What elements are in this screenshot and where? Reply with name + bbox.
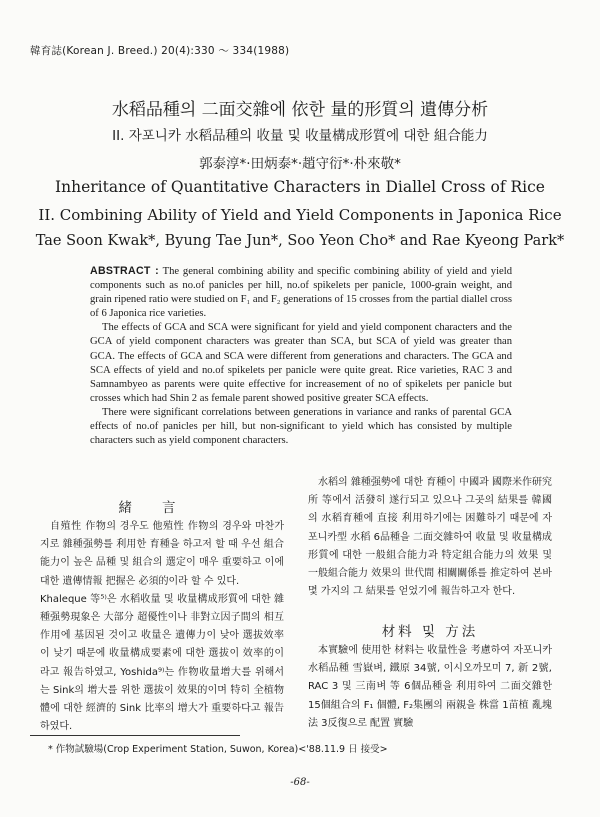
authors-korean: 郭泰淳*·田炳泰*·趙守衍*·朴來敬* xyxy=(199,156,401,172)
page-number: -68- xyxy=(290,777,310,788)
abstract-paragraph-2: The effects of GCA and SCA were significant for yield and yield component characters and the GCA of yield component characters was greater than SCA, but SCA of yield was greater than GCA. The effects of GCA and SCA were different from generations and characters. The GCA and SCA effects of yield and no.of spikelets per panicle were quite great. Rice varieties, RAC 3 and Samnambyeo as parents were quite effective for increasement of no of spikelets per panicle but crosses which had Shin 2 as female parent showed positive greater SCA effects. xyxy=(90,322,512,404)
journal-citation: 韓育誌(Korean J. Breed.) 20(4):330 ～ 334(1988) xyxy=(30,45,290,57)
abstract-label: ABSTRACT : xyxy=(90,265,159,277)
section-heading-introduction: 緒言 xyxy=(118,500,206,516)
abstract-paragraph-3: There were significant correlations between generations in variance and ranks of parental GCA effects of no.of panicles per hill, but non-significant to yield which has consisted by multiple characters such as yield component characters. xyxy=(90,406,512,447)
title-english: Inheritance of Quantitative Characters in Diallel Cross of Rice xyxy=(55,178,545,196)
footnote-affiliation: * 作物試驗場(Crop Experiment Station, Suwon, Korea)<'88.11.9 日 接受> xyxy=(48,744,388,755)
subtitle-korean: II. 자포니카 水稻品種의 收量 및 收量構成形質에 대한 組合能力 xyxy=(112,128,488,144)
intro-paragraph-2: Khaleque 等⁵⁾은 水稻收量 및 收量構成形質에 대한 雜種强勢現象은 大部分 超優性이나 非對立因子間의 相互作用에 基因된 것이고 收量은 遺傳力이 낮아 選拔效率이 낮기 때문에 收量構成要素에 대한 選拔이 效率的이라고 報告하였고, Yoshida⁹⁾는 作物收量增大를 위해서는 Sink의 增大를 위한 選拔이 效果的이며 特히 全植物體에 대한 經濟的 Sink 比率의 增大가 重要하다고 報告하였다. xyxy=(40,593,284,733)
right-column-top xyxy=(308,474,552,601)
footnote-divider xyxy=(30,735,240,736)
abstract-paragraph-1: ABSTRACT : The general combining ability and specific combining ability of yield and yield components such as no.of panicles per hill, no.of spikelets per panicle, 1000-grain weight, and grain ripened ratio were studied on F₁ and F₂ generations of 15 crosses from the partial diallel cross of 6 Japonica rice varieties. xyxy=(90,265,512,320)
intro-paragraph-1: 自殖性 作物의 경우도 他殖性 作物의 경우와 마찬가지로 雜種强勢를 利用한 育種을 하고저 할 때 우선 組合能力이 높은 品種 및 組合의 選定이 매우 重要하고 이에 대한 遺傳情報 把握은 必須的이라 할 수 있다. xyxy=(40,521,284,587)
section-heading-materials-methods: 材料 및 方法 xyxy=(381,624,479,640)
intro-paragraph-3: 水稻의 雜種强勢에 대한 育種이 中國과 國際米作研究所 等에서 活發히 遂行되고 있으나 그곳의 結果를 韓國의 水稻育種에 直接 利用하기에는 困難하기 때문에 자포니카型 水稻 6品種을 二面交雜하여 收量 및 收量構成形質에 대한 一般組合能力과 特定組合能力의 效果 및 一般組合能力 效果의 世代間 相關關係를 推定하여 본바 몇 가지의 그 結果를 얻었기에 報告하고자 한다. xyxy=(308,477,552,598)
authors-english: Tae Soon Kwak*, Byung Tae Jun*, Soo Yeon Cho* and Rae Kyeong Park* xyxy=(35,233,565,249)
right-column-bottom xyxy=(308,642,552,733)
left-column xyxy=(40,518,284,736)
title-korean: 水稻品種의 二面交雜에 依한 量的形質의 遺傳分析 xyxy=(111,100,489,120)
abstract xyxy=(90,264,512,448)
subtitle-english: II. Combining Ability of Yield and Yield Components in Japonica Rice xyxy=(38,206,562,224)
methods-paragraph-1: 本實驗에 使用한 材料는 收量性을 考慮하여 자포니카 水稻品種 雪嶽벼, 鐵原 34號, 이시오까모미 7, 新 2號, RAC 3 및 三南벼 等 6個品種을 利用하여 二面交雜한 15個組合의 F₁ 個體, F₂集團의 兩親을 株當 1苗植 亂塊法 3反復으로 配置 實驗 xyxy=(308,645,552,729)
